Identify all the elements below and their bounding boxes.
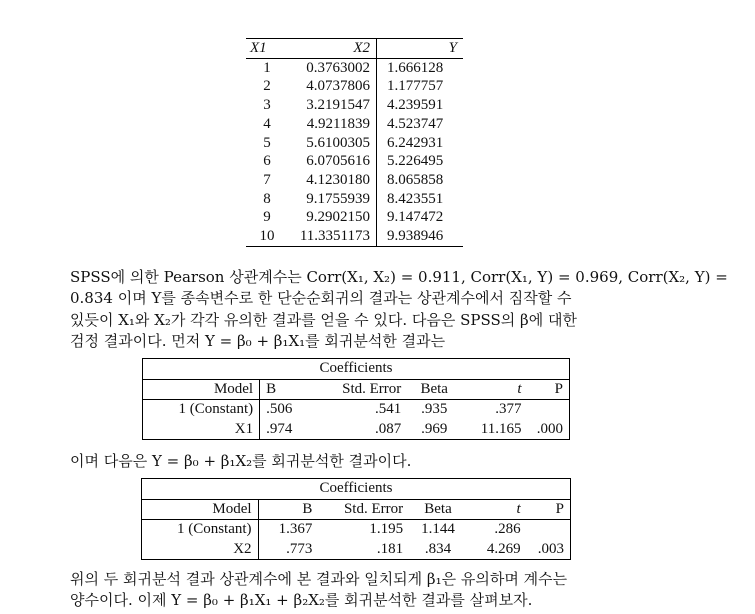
cell-x1: 3 [263,97,271,114]
cell-y: 8.423551 [377,190,464,209]
cell-x1: 6 [263,153,271,170]
cell-model: X1 [143,420,260,440]
cell-x1: 1 [263,59,271,76]
cell-t: .377 [495,401,522,417]
cell-t: 11.165 [461,420,527,440]
col-header-p: P [528,379,570,400]
cell-x2: 4.1230180 [306,171,370,188]
table-row [246,171,463,190]
col-header-beta: Beta [409,499,467,520]
cell-std-error: .181 [318,540,409,560]
cell-x2: 4.0737806 [306,78,370,95]
col-header-b: B [260,379,321,400]
col-header-std-error: Std. Error [320,379,407,400]
cell-beta: .935 [421,401,448,417]
cell-t: .286 [494,521,521,537]
cell-b: .506 [266,401,293,417]
table-row [246,190,463,209]
cell-x1: 5 [263,134,271,151]
cell-p: .003 [527,540,571,560]
cell-x1: 2 [263,78,271,95]
cell-beta: .834 [409,540,467,560]
cell-x1: 8 [263,190,271,207]
cell-y: 1.177757 [377,77,464,96]
cell-x2: 4.9211839 [306,115,370,132]
col-header-t: t [467,499,527,520]
table-row [246,134,463,153]
table-row [246,208,463,227]
cell-y: 1.666128 [377,58,464,77]
paragraph-line: 있듯이 X₁와 X₂가 각각 유의한 결과를 얻을 수 있다. 다음은 SPSS의 β에 대한 [70,310,577,329]
cell-beta: 1.144 [421,521,455,537]
cell-x2: 9.1755939 [306,190,370,207]
cell-b: .974 [260,420,321,440]
col-header-model: Model [142,499,259,520]
cell-x1: 10 [246,227,290,246]
paragraph-line: 이며 다음은 Y = β₀ + β₁X₂를 회귀분석한 결과이다. [70,452,412,470]
paragraph-line: SPSS에 의한 Pearson 상관계수는 Corr(X₁, X₂) = 0.911, Corr(X₁, Y) = 0.969, Corr(X₂, Y) = [70,268,728,286]
cell-model: 1 (Constant) [143,400,260,420]
paragraph-line: 양수이다. 이제 Y = β₀ + β₁X₁ + β₂X₂를 회귀분석한 결과를 살펴보자. [70,591,533,610]
cell-b: 1.367 [278,521,313,537]
cell-b: .773 [258,540,318,560]
table-row [246,96,463,115]
col-header-b: B [258,499,318,520]
cell-x1: 4 [263,115,271,132]
data-table-header [246,39,463,59]
cell-x2: 3.2191547 [306,97,370,114]
cell-p [528,400,570,420]
cell-model: 1 (Constant) [142,520,259,540]
col-header-std-error: Std. Error [318,499,409,520]
table-caption: Coefficients [143,359,570,380]
table-row [246,58,463,77]
col-header-t: t [461,379,527,400]
cell-y: 9.147472 [377,208,464,227]
cell-p: .000 [528,420,570,440]
cell-std-error: .087 [320,420,407,440]
coefficients-table-x1 [142,358,570,440]
cell-x2: 5.6100305 [306,134,370,151]
cell-y: 4.523747 [377,115,464,134]
table-row [246,77,463,96]
table-caption: Coefficients [142,479,571,500]
table-row [246,152,463,171]
cell-y: 6.242931 [377,134,464,153]
cell-beta: .969 [407,420,461,440]
paragraph-correlation [70,267,728,352]
cell-p [527,520,571,540]
paragraph-line: 위의 두 회귀분석 결과 상관계수에 본 결과와 일치되게 β₁은 유의하며 계수는 [70,570,568,588]
cell-y: 8.065858 [377,171,464,190]
cell-y: 4.239591 [377,96,464,115]
cell-y: 9.938946 [377,227,464,246]
cell-x2: 0.3763002 [306,59,370,76]
paragraph-second-regression [70,451,411,472]
paragraph-line: 검정 결과이다. 먼저 Y = β₀ + β₁X₁를 회귀분석한 결과는 [70,331,446,350]
cell-model: X2 [142,540,259,560]
paragraph-line: 0.834 이며 Y를 종속변수로 한 단순순회귀의 결과는 상관계수에서 짐작할 수 [70,289,572,308]
cell-x1: 9 [263,209,271,226]
cell-x2: 6.0705616 [306,153,370,170]
table-row [143,400,570,420]
col-header-p: P [527,499,571,520]
cell-x1: 7 [263,171,271,188]
table-row [246,115,463,134]
coefficients-table-x2 [141,478,571,560]
cell-y: 5.226495 [377,152,464,171]
col-header-y: Y [377,39,464,59]
table-row [246,227,463,246]
table-row [142,540,571,560]
cell-x2: 11.3351173 [290,227,377,246]
col-header-beta: Beta [407,379,461,400]
col-header-model: Model [143,379,260,400]
cell-x2: 9.2902150 [306,209,370,226]
data-table [246,38,463,247]
table-row [142,520,571,540]
cell-std-error: 1.195 [369,521,404,537]
paragraph-conclusion [70,569,567,612]
cell-t: 4.269 [467,540,527,560]
col-header-x2: X2 [290,39,377,59]
col-header-x1: X1 [246,39,290,59]
table-row [143,420,570,440]
cell-std-error: .541 [375,401,402,417]
